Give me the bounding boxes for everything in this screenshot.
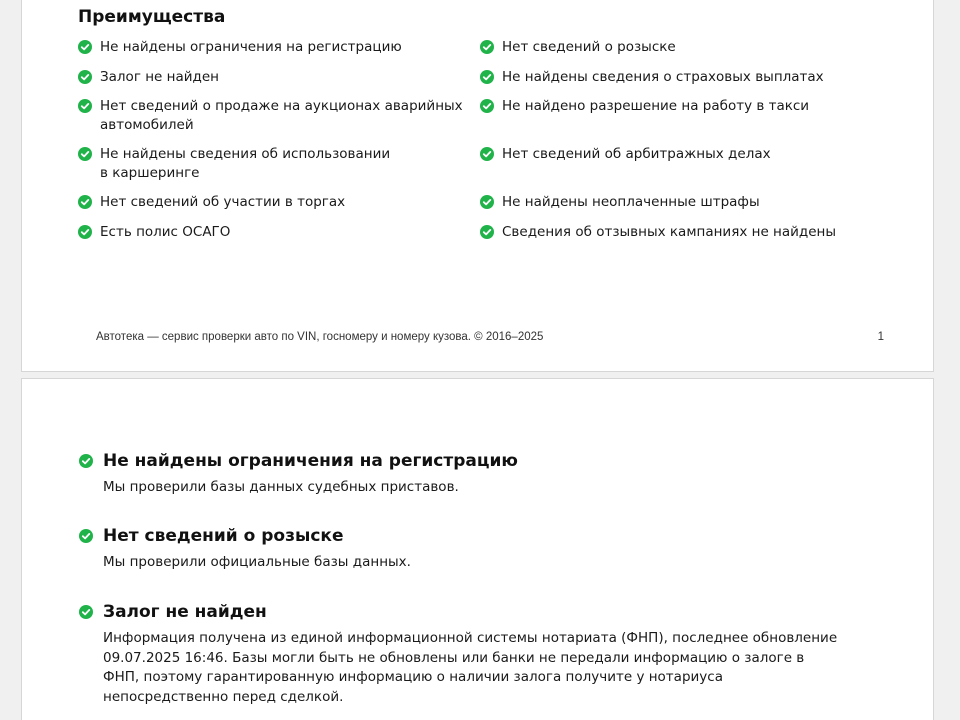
check-circle-icon — [79, 454, 93, 468]
detail-description: Мы проверили базы данных судебных приставов. — [103, 479, 459, 495]
detail-title: Залог не найден — [103, 602, 267, 622]
check-circle-icon — [480, 225, 494, 239]
check-circle-icon — [480, 195, 494, 209]
advantage-label: Нет сведений о продаже на аукционах аварийных автомобилей — [100, 98, 463, 133]
check-circle-icon — [480, 40, 494, 54]
check-circle-icon — [78, 70, 92, 84]
check-circle-icon — [78, 40, 92, 54]
detail-description: Мы проверили официальные базы данных. — [103, 554, 411, 570]
check-circle-icon — [480, 70, 494, 84]
report-page-2 — [21, 378, 934, 720]
advantage-label: Не найдены ограничения на регистрацию — [100, 39, 402, 55]
advantage-item — [78, 38, 478, 57]
detail-block — [79, 525, 859, 573]
check-circle-icon — [78, 225, 92, 239]
check-circle-icon — [480, 99, 494, 113]
advantages-title: Преимущества — [78, 7, 226, 27]
check-circle-icon — [78, 195, 92, 209]
advantage-label: Не найдены неоплаченные штрафы — [502, 194, 760, 210]
advantage-label: Нет сведений об участии в торгах — [100, 194, 346, 210]
advantage-item — [480, 193, 910, 212]
detail-block — [79, 601, 859, 707]
check-circle-icon — [78, 99, 92, 113]
detail-description: Информация получена из единой информационной системы нотариата (ФНП), последнее обновление 09.07.2025 16:46. Базы могли быть не обновлены или банки не передали информацию о залоге в ФНП, поэтому гарантированную информацию о наличии залога получите у нотариуса непосредственно перед сделкой. — [103, 630, 838, 705]
detail-header — [79, 450, 859, 472]
check-circle-icon — [79, 605, 93, 619]
detail-block — [79, 450, 859, 498]
advantage-item — [78, 223, 478, 242]
advantage-label: Не найдены сведения о страховых выплатах — [502, 68, 824, 85]
advantage-item — [480, 223, 910, 242]
advantage-item — [78, 68, 478, 87]
detail-title: Не найдены ограничения на регистрацию — [103, 451, 518, 471]
advantage-label: Не найдены сведения об использовании в каршеринге — [100, 146, 391, 181]
advantage-label: Нет сведений об арбитражных делах — [502, 146, 771, 162]
advantage-item — [78, 97, 478, 134]
advantage-item — [78, 145, 400, 182]
advantage-label: Залог не найден — [100, 68, 219, 85]
advantage-item — [480, 145, 910, 164]
advantage-label: Сведения об отзывных кампаниях не найдены — [502, 223, 837, 240]
check-circle-icon — [480, 147, 494, 161]
advantages-list-left — [78, 38, 478, 241]
advantage-label: Нет сведений о розыске — [502, 39, 676, 55]
detail-header — [79, 525, 859, 547]
advantage-item — [480, 97, 910, 116]
advantage-item — [78, 193, 478, 212]
report-page-1 — [21, 0, 934, 372]
detail-title: Нет сведений о розыске — [103, 526, 344, 546]
detail-header — [79, 601, 859, 623]
advantage-label: Не найдено разрешение на работу в такси — [502, 98, 810, 114]
check-circle-icon — [78, 147, 92, 161]
advantage-item — [480, 38, 910, 57]
page-number: 1 — [877, 331, 884, 343]
advantages-list-right — [480, 38, 910, 241]
advantage-label: Есть полис ОСАГО — [100, 223, 231, 240]
advantage-item — [480, 68, 910, 87]
page-footer: Автотека — сервис проверки авто по VIN, госномеру и номеру кузова. © 2016–2025 — [96, 331, 544, 343]
check-circle-icon — [79, 529, 93, 543]
